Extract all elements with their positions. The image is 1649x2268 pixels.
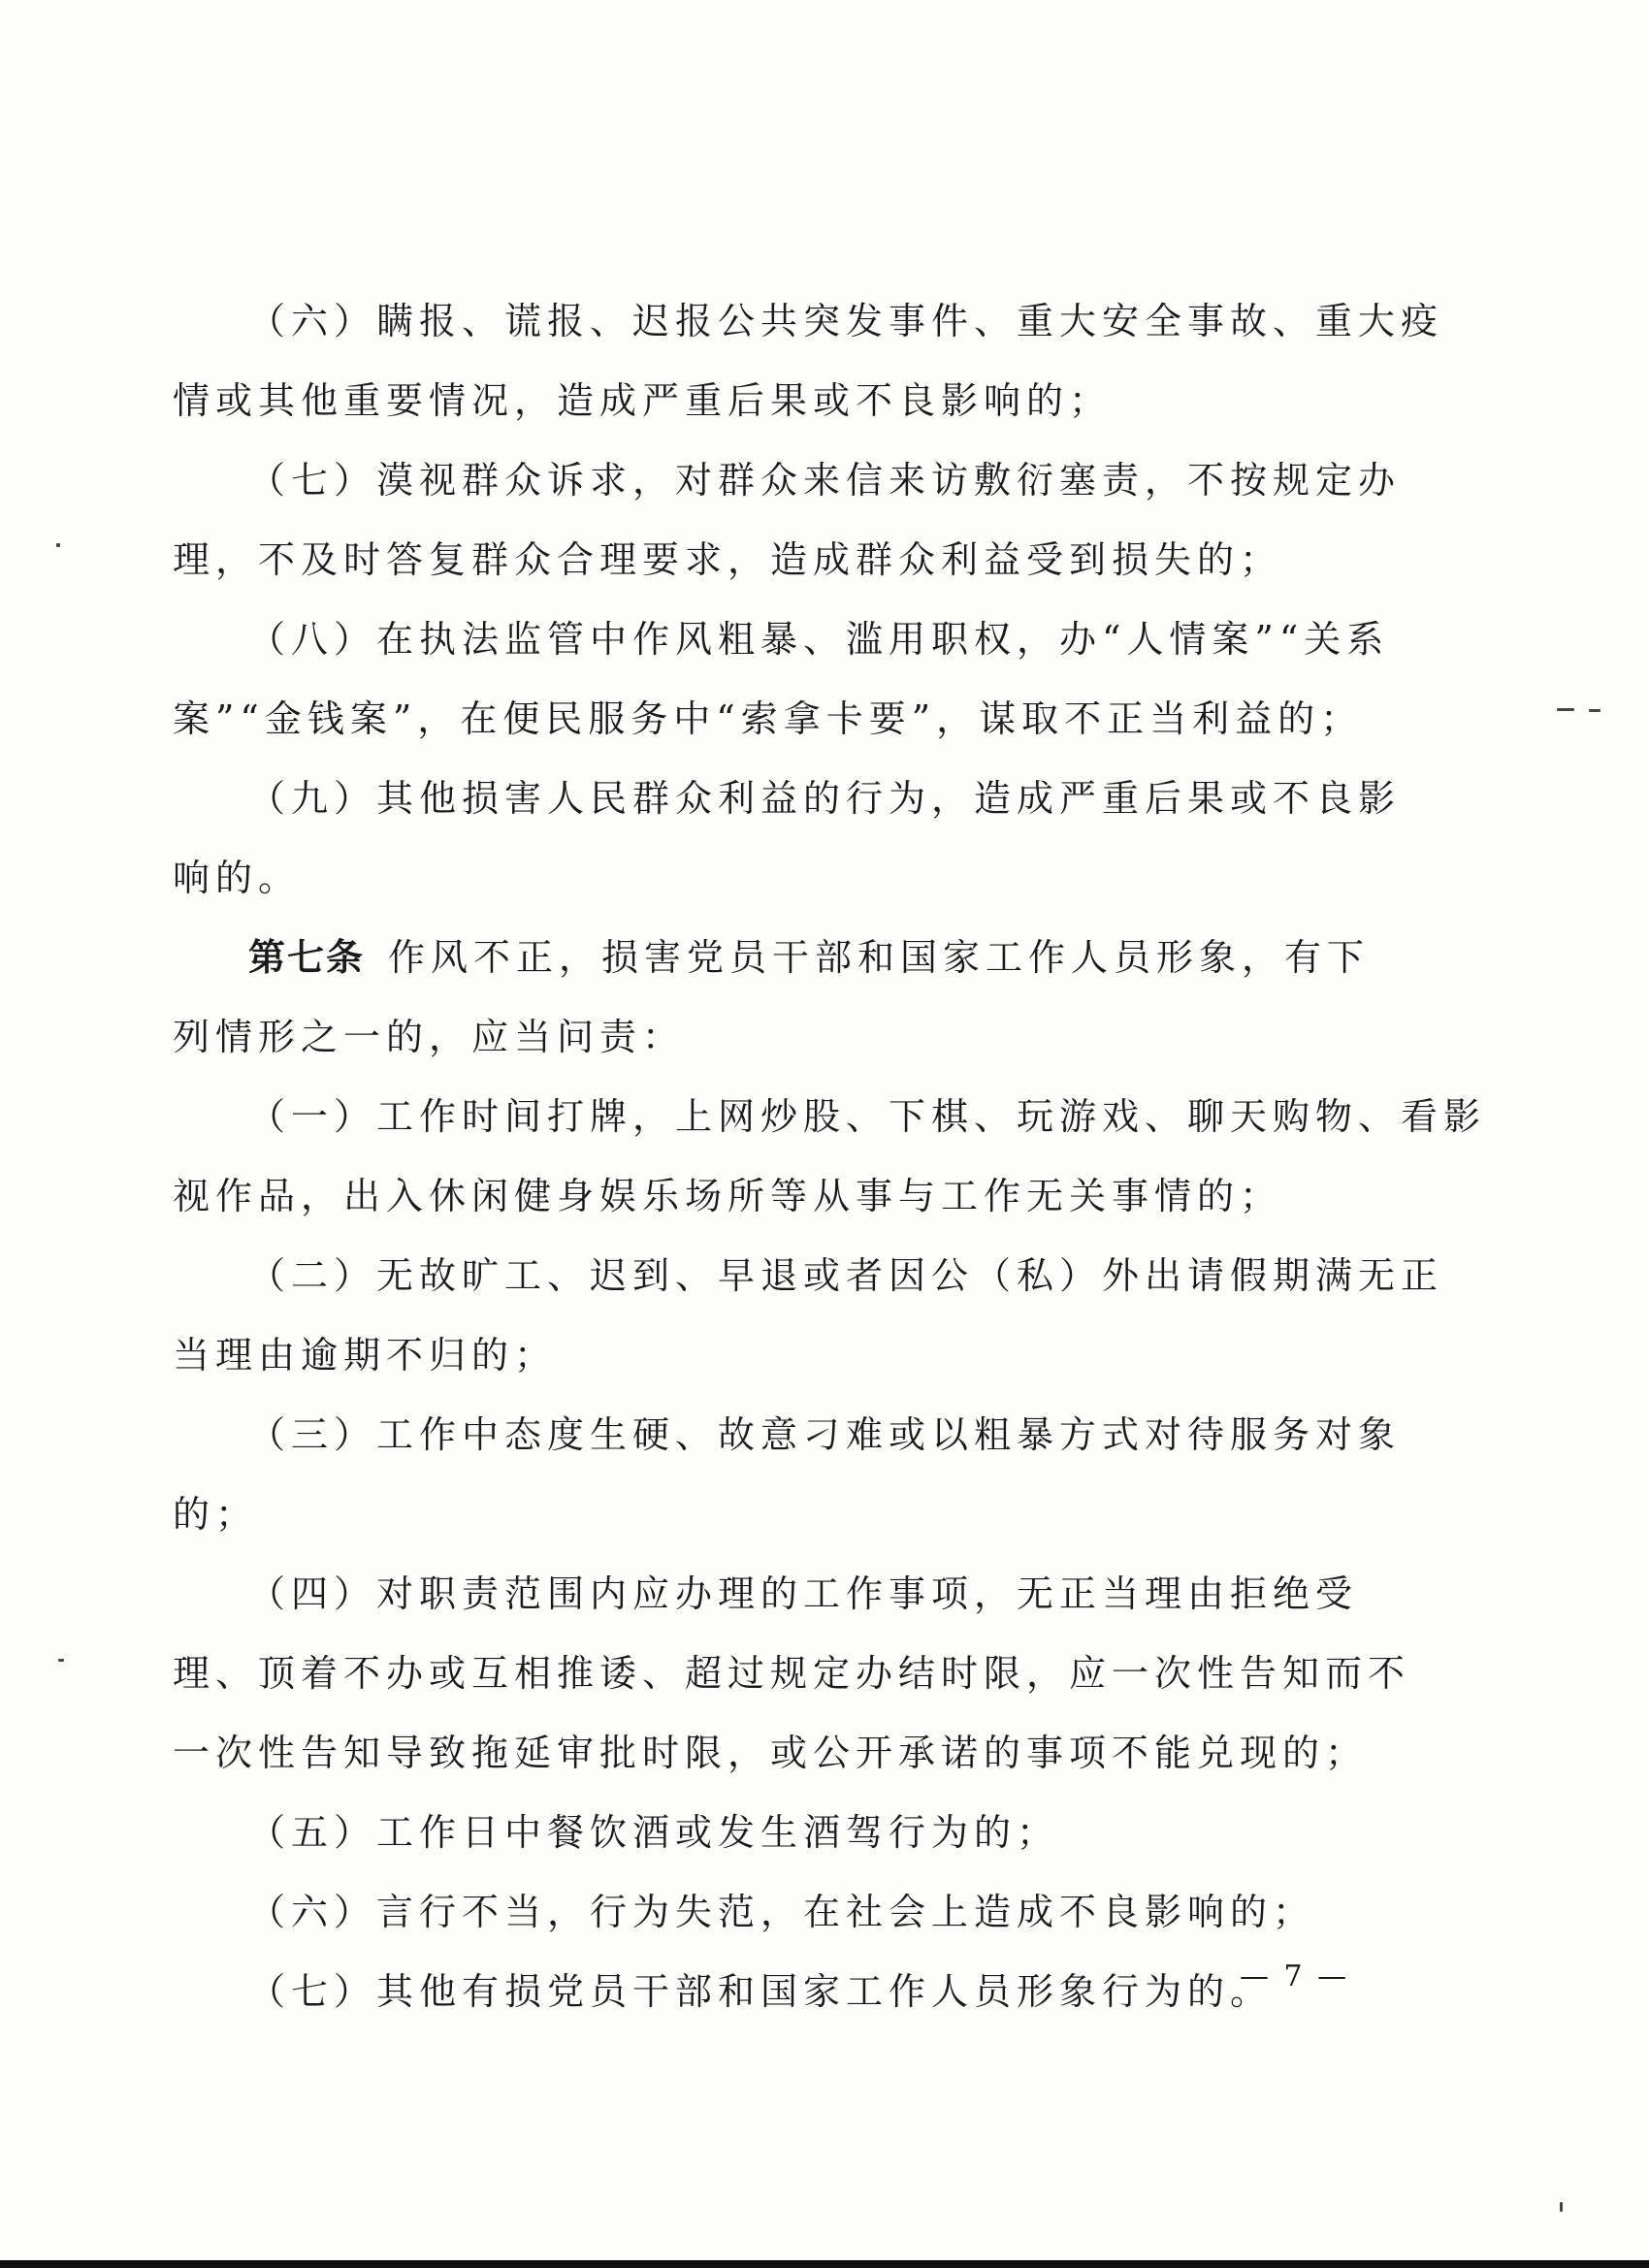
paragraph-line: 列情形之一的，应当问责： bbox=[173, 1016, 686, 1058]
paragraph-line: （八）在执法监管中作风粗暴、滥用职权，办“人情案”“关系 bbox=[248, 618, 1390, 661]
article-heading-line bbox=[173, 918, 1371, 997]
paragraph-line: （七）其他有损党员干部和国家工作人员形象行为的。 bbox=[248, 1970, 1274, 2013]
scan-speck bbox=[58, 1659, 64, 1662]
document-body bbox=[173, 281, 1487, 2031]
paragraph-line: （三）工作中态度生硬、故意刁难或以粗暴方式对待服务对象 bbox=[248, 1413, 1402, 1456]
paragraph-line: 的； bbox=[173, 1493, 259, 1536]
paragraph-line: （六）言行不当，行为失范，在社会上造成不良影响的； bbox=[248, 1891, 1316, 1933]
article-label: 第七条 bbox=[248, 935, 366, 979]
paragraph-line: 理、顶着不办或互相推诿、超过规定办结时限，应一次性告知而不 bbox=[173, 1652, 1411, 1695]
paragraph-line: （七）漠视群众诉求，对群众来信来访敷衍塞责，不按规定办 bbox=[248, 459, 1402, 502]
paragraph-line: （九）其他损害人民群众利益的行为，造成严重后果或不良影 bbox=[248, 777, 1402, 820]
paragraph-line: 响的。 bbox=[173, 857, 302, 899]
paragraph-line: （二）无故旷工、迟到、早退或者因公（私）外出请假期满无正 bbox=[248, 1254, 1444, 1297]
scan-speck bbox=[1560, 2202, 1563, 2212]
page-number: — 7 — bbox=[1240, 1960, 1350, 1993]
paragraph-line: （四）对职责范围内应办理的工作事项，无正当理由拒绝受 bbox=[248, 1572, 1359, 1615]
paragraph-line: （六）瞒报、谎报、迟报公共突发事件、重大安全事故、重大疫 bbox=[248, 300, 1444, 342]
scan-speck bbox=[1589, 709, 1600, 712]
paragraph-line: 案”“金钱案”，在便民服务中“索拿卡要”，谋取不正当利益的； bbox=[173, 697, 1364, 740]
paragraph-line: （五）工作日中餐饮酒或发生酒驾行为的； bbox=[248, 1811, 1060, 1854]
paragraph-text: 作风不正，损害党员干部和国家工作人员形象，有下 bbox=[388, 936, 1371, 979]
scan-speck bbox=[56, 543, 60, 547]
scan-edge-rule bbox=[0, 2260, 1649, 2268]
paragraph-line: 一次性告知导致拖延审批时限，或公开承诺的事项不能兑现的； bbox=[173, 1732, 1369, 1774]
scan-speck bbox=[1557, 708, 1574, 711]
paragraph-line: 理，不及时答复群众合理要求，造成群众利益受到损失的； bbox=[173, 538, 1283, 581]
paragraph-line: 视作品，出入休闲健身娱乐场所等从事与工作无关事情的； bbox=[173, 1175, 1283, 1217]
paragraph-line: （一）工作时间打牌，上网炒股、下棋、玩游戏、聊天购物、看影 bbox=[248, 1095, 1487, 1138]
paragraph-line: 当理由逾期不归的； bbox=[173, 1334, 558, 1377]
paragraph-line: 情或其他重要情况，造成严重后果或不良影响的； bbox=[173, 379, 1113, 422]
